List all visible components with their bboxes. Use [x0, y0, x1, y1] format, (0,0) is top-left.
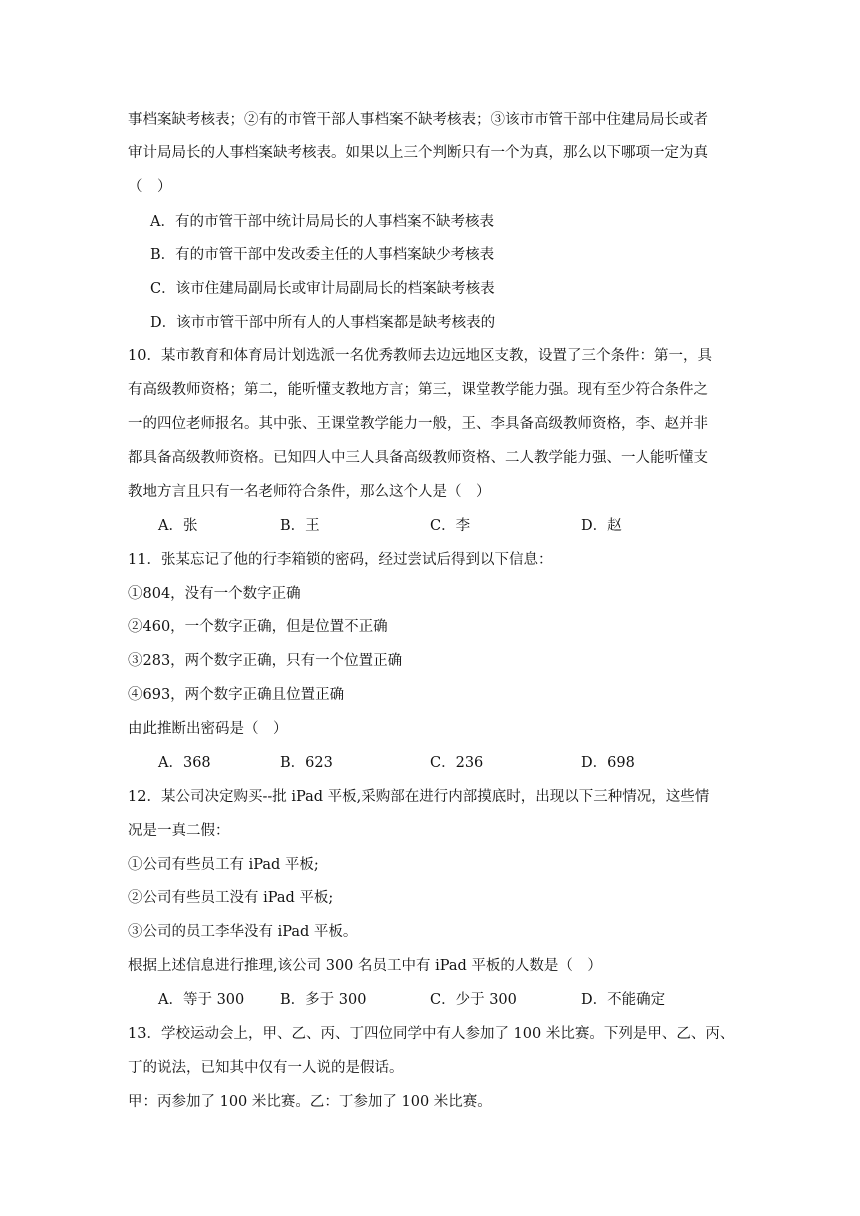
q10-option-b: B．王	[280, 518, 320, 534]
q10-option-d: D．赵	[581, 518, 622, 534]
q10-stem-line-5: 教地方言且只有一名老师符合条件，那么这个人是（ ）	[128, 484, 491, 500]
q11-option-c: C．236	[430, 755, 484, 771]
q9-option-c: C．该市住建局副局长或审计局副局长的档案缺考核表	[150, 281, 495, 297]
q11-option-d: D．698	[581, 755, 635, 771]
q13-statements: 甲：丙参加了 100 米比赛。乙：丁参加了 100 米比赛。	[128, 1094, 492, 1110]
q11-option-b: B．623	[280, 755, 333, 771]
q11-clue-2: ②460，一个数字正确，但是位置不正确	[128, 619, 388, 635]
q11-clue-3: ③283，两个数字正确，只有一个位置正确	[128, 653, 403, 669]
q9-option-d: D．该市市管干部中所有人的人事档案都是缺考核表的	[150, 315, 496, 331]
q13-stem-line-2: 丁的说法，已知其中仅有一人说的是假话。	[128, 1060, 404, 1076]
q12-option-c: C．少于 300	[430, 992, 517, 1008]
q12-option-a: A．等于 300	[158, 992, 245, 1008]
q12-option-d: D．不能确定	[581, 992, 666, 1008]
q12-statement-1: ①公司有些员工有 iPad 平板;	[128, 857, 319, 873]
q12-statement-2: ②公司有些员工没有 iPad 平板;	[128, 890, 334, 906]
q12-statement-3: ③公司的员工李华没有 iPad 平板。	[128, 924, 358, 940]
q9-stem-line-1: 事档案缺考核表；②有的市管干部人事档案不缺考核表；③该市市管干部中住建局局长或者	[128, 112, 708, 128]
q12-stem-line-2: 况是一真二假：	[128, 823, 230, 839]
q9-option-b: B．有的市管干部中发改委主任的人事档案缺少考核表	[150, 247, 495, 263]
q12-stem-line-1: 12．某公司决定购买--批 iPad 平板,采购部在进行内部摸底时，出现以下三种情况，这些情	[128, 789, 710, 805]
q11-clue-1: ①804，没有一个数字正确	[128, 586, 301, 602]
q10-stem-line-2: 有高级教师资格；第二，能听懂支教地方言；第三，课堂教学能力强。现有至少符合条件之	[128, 382, 708, 398]
q10-option-a: A．张	[158, 518, 198, 534]
q9-stem-line-3: （ ）	[128, 179, 172, 195]
q12-question: 根据上述信息进行推理,该公司 300 名员工中有 iPad 平板的人数是（ ）	[128, 958, 602, 974]
q11-clue-4: ④693，两个数字正确且位置正确	[128, 687, 345, 703]
q13-stem-line-1: 13．学校运动会上，甲、乙、丙、丁四位同学中有人参加了 100 米比赛。下列是甲、乙、丙、	[128, 1026, 735, 1042]
q9-option-a: A．有的市管干部中统计局局长的人事档案不缺考核表	[150, 214, 494, 230]
q9-stem-line-2: 审计局局长的人事档案缺考核表。如果以上三个判断只有一个为真，那么以下哪项一定为真	[128, 145, 708, 161]
q11-stem-line-1: 11．张某忘记了他的行李箱锁的密码，经过尝试后得到以下信息：	[128, 552, 553, 568]
q12-option-b: B．多于 300	[280, 992, 367, 1008]
q11-question: 由此推断出密码是（ ）	[128, 721, 288, 737]
q10-stem-line-4: 都具备高级教师资格。已知四人中三人具备高级教师资格、二人教学能力强、一人能听懂支	[128, 450, 708, 466]
q10-option-c: C．李	[430, 518, 471, 534]
q10-stem-line-1: 10．某市教育和体育局计划选派一名优秀教师去边远地区支教，设置了三个条件：第一，具	[128, 348, 712, 364]
q10-stem-line-3: 一的四位老师报名。其中张、王课堂教学能力一般，王、李具备高级教师资格，李、赵并非	[128, 416, 708, 432]
q11-option-a: A．368	[158, 755, 211, 771]
